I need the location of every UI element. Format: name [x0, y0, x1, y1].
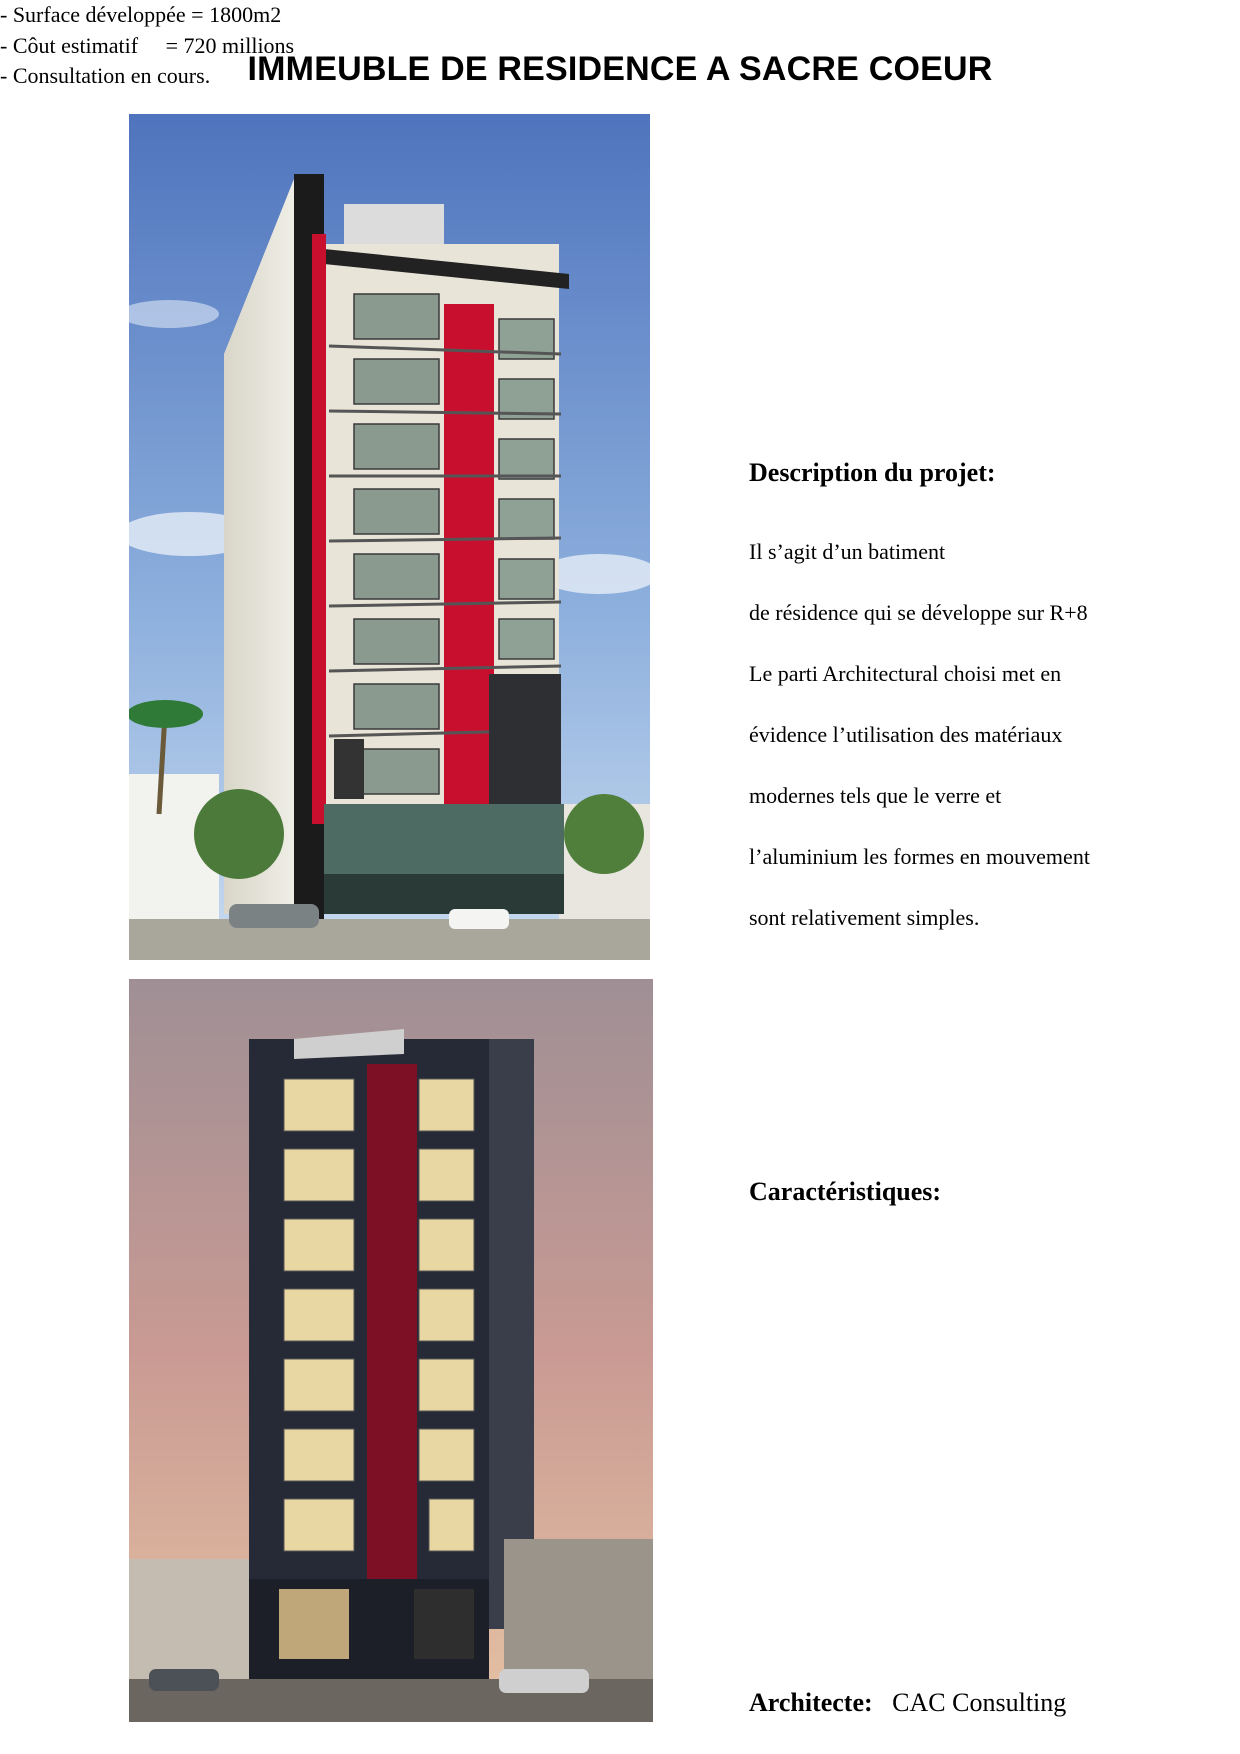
day-render-image: [129, 114, 650, 960]
description-line: sont relativement simples.: [749, 904, 980, 930]
page-title: IMMEUBLE DE RESIDENCE A SACRE COEUR: [247, 50, 993, 88]
description-line: de résidence qui se développe sur R+8: [749, 599, 1088, 625]
architect-name: CAC Consulting: [892, 1688, 1067, 1717]
description-heading: Description du projet:: [749, 458, 996, 487]
description-body: [749, 506, 1199, 964]
characteristics-heading: Caractéristiques:: [749, 1177, 942, 1206]
description-line: modernes tels que le verre et: [749, 782, 1002, 808]
architect-credit: [749, 1688, 1066, 1718]
description-line: Le parti Architectural choisi met en: [749, 660, 1062, 686]
description-line: Il s’agit d’un batiment: [749, 538, 946, 564]
characteristic-item: - Surface développée = 1800m2: [0, 2, 282, 27]
characteristic-item: - Consultation en cours.: [0, 63, 211, 88]
characteristic-item: - Côut estimatif = 720 millions: [0, 32, 295, 58]
night-render-image: [129, 979, 653, 1722]
description-line: l’aluminium les formes en mouvement: [749, 843, 1090, 869]
architect-label: Architecte:: [749, 1688, 873, 1717]
description-line: évidence l’utilisation des matériaux: [749, 721, 1063, 747]
